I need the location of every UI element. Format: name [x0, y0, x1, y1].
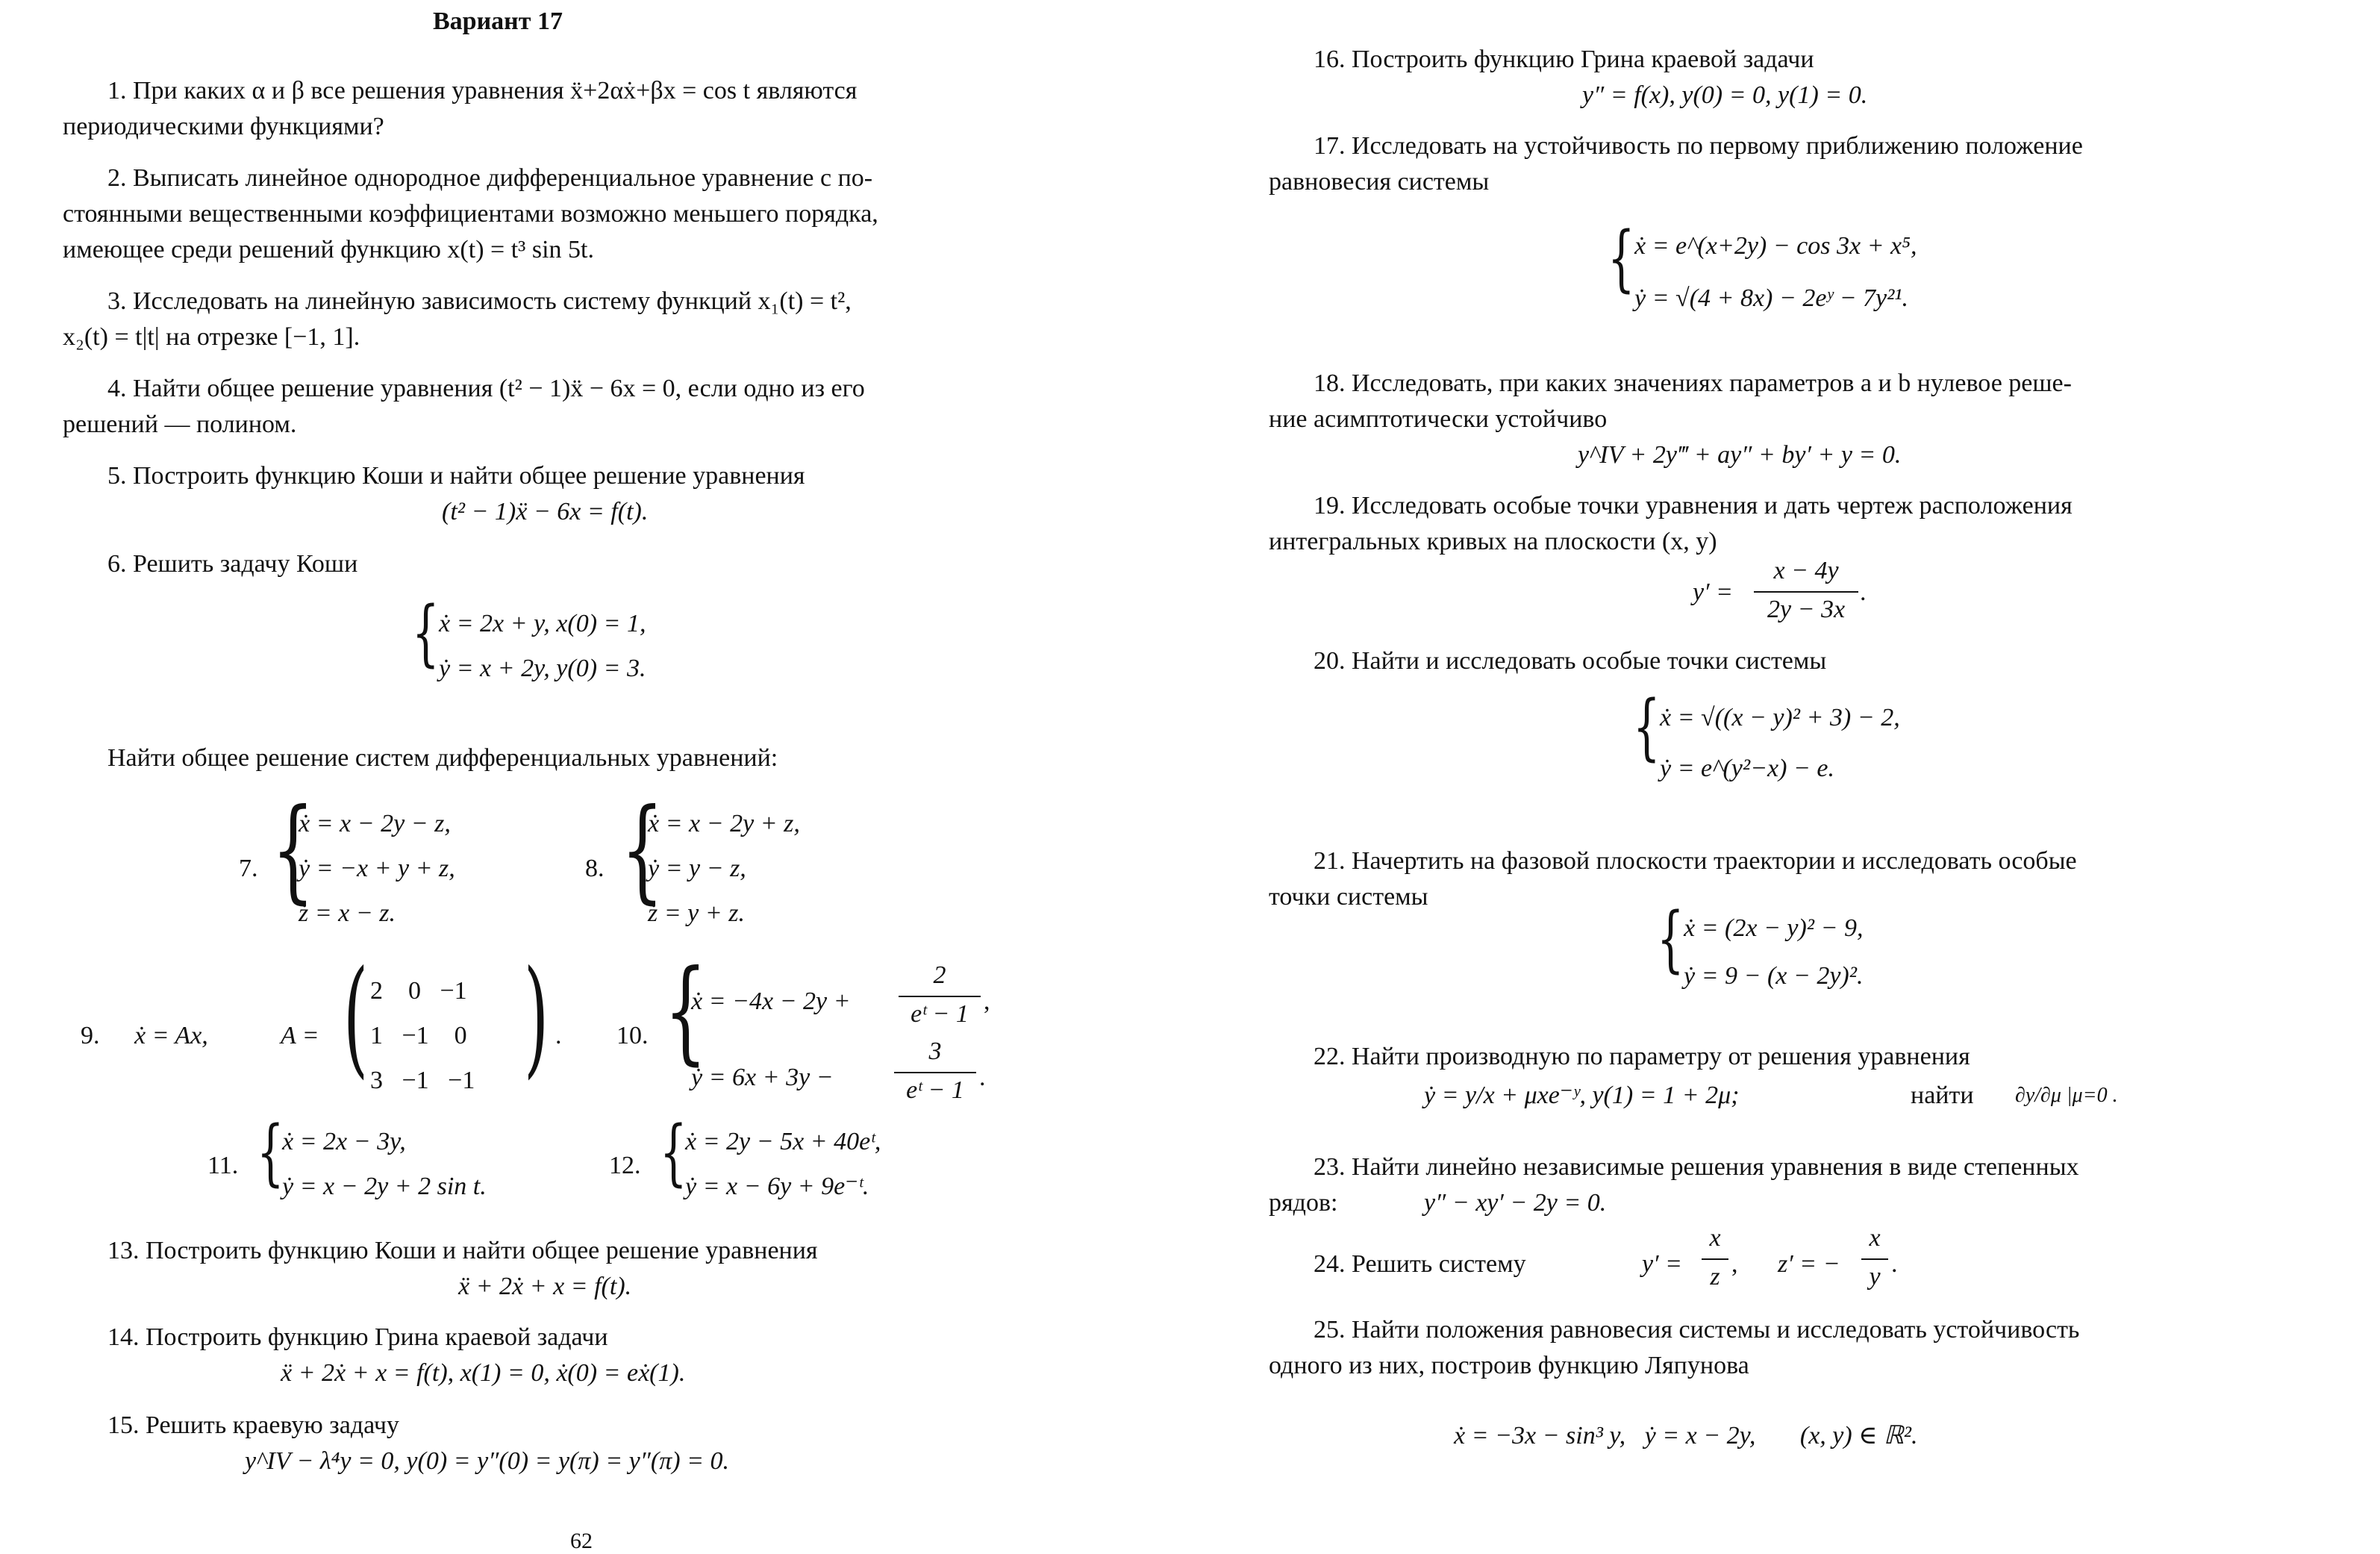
problem-12-eq-2: ẏ = x − 6y + 9e⁻ᵗ. — [685, 1173, 869, 1200]
brace-icon: { — [412, 591, 440, 675]
problem-17-eq-2: ẏ = √(4 + 8x) − 2eʸ − 7y²¹. — [1634, 284, 1908, 312]
frac-1-denominator: eᵗ − 1 — [911, 1000, 969, 1028]
problem-8-eq-2: ẏ = y − z, — [648, 855, 746, 882]
fraction-bar — [899, 996, 981, 997]
problem-7-eq-1: ẋ = x − 2y − z, — [299, 810, 451, 837]
problem-11-number: 11. — [207, 1152, 239, 1179]
problem-24-line-1: 24. Решить систему — [1314, 1250, 1526, 1278]
brace-icon: { — [272, 785, 315, 915]
problem-13-line-1: 13. Построить функцию Коши и найти общее решение уравнения — [107, 1237, 818, 1264]
problem-22-derivative: ∂y/∂μ |μ=0 . — [2015, 1084, 2118, 1107]
problem-21-line-2: точки системы — [1269, 883, 1428, 911]
problem-24-eq-1: y′ = — [1642, 1250, 1682, 1278]
period-mark: . — [1891, 1250, 1898, 1278]
period-mark: . — [555, 1022, 562, 1049]
problem-12-eq-1: ẋ = 2y − 5x + 40eᵗ, — [685, 1128, 881, 1155]
problem-20-eq-1: ẋ = √((x − y)² + 3) − 2, — [1660, 704, 1900, 731]
problem-14-line-1: 14. Построить функцию Грина краевой задачи — [107, 1323, 608, 1351]
problem-20-line-1: 20. Найти и исследовать особые точки системы — [1314, 647, 1827, 675]
problem-12-number: 12. — [609, 1152, 641, 1179]
right-paren-icon: ) — [524, 943, 549, 1091]
problem-1-line-2: периодическими функциями? — [63, 113, 384, 140]
problem-7-eq-2: ẏ = −x + y + z, — [299, 855, 455, 882]
problem-19-numerator: x − 4y — [1773, 557, 1839, 584]
problem-1-line-1: 1. При каких α и β все решения уравнения ẍ+2αẋ+βx = cos t являются — [107, 77, 858, 104]
period-mark: . — [1860, 578, 1867, 606]
problem-15-equation: y^IV − λ⁴y = 0, y(0) = y″(0) = y(π) = y″(π) = 0. — [245, 1447, 730, 1475]
problem-18-line-1: 18. Исследовать, при каких значениях параметров a и b нулевое реше- — [1314, 369, 2072, 397]
problem-19-line-1: 19. Исследовать особые точки уравнения и дать чертеж расположения — [1314, 492, 2073, 519]
problem-24-frac-1-den: z — [1710, 1263, 1720, 1291]
problem-8-number: 8. — [585, 855, 605, 882]
brace-icon: { — [660, 1111, 687, 1194]
problem-6-eq-2: ẏ = x + 2y, y(0) = 3. — [439, 655, 646, 682]
problem-25-line-2: одного из них, построив функцию Ляпунова — [1269, 1352, 1749, 1379]
problem-19-denominator: 2y − 3x — [1767, 596, 1846, 623]
problem-9-number: 9. — [81, 1022, 100, 1049]
comma-mark: , — [984, 987, 990, 1015]
frac-1-numerator: 2 — [933, 961, 946, 989]
fraction-bar — [1754, 591, 1858, 593]
brace-icon: { — [664, 946, 708, 1076]
problem-5-line-1: 5. Построить функцию Коши и найти общее решение уравнения — [107, 462, 805, 490]
frac-2-numerator: 3 — [928, 1037, 942, 1065]
matrix-row-3: 3 −1 −1 — [370, 1067, 475, 1094]
problem-13-equation: ẍ + 2ẋ + x = f(t). — [458, 1273, 632, 1300]
problem-4-line-2: решений — полином. — [63, 411, 297, 438]
problem-21-eq-2: ẏ = 9 − (x − 2y)². — [1684, 962, 1864, 990]
problem-10-eq-1: ẋ = −4x − 2y + — [691, 987, 851, 1015]
problem-7-eq-3: ż = x − z. — [299, 899, 396, 927]
fraction-bar — [894, 1072, 976, 1073]
problem-22-equation: ẏ = y/x + μxe⁻ʸ, y(1) = 1 + 2μ; — [1424, 1082, 1740, 1109]
problem-6-eq-1: ẋ = 2x + y, x(0) = 1, — [439, 610, 646, 637]
matrix-row-1: 2 0 −1 — [370, 977, 467, 1005]
problem-3-line-1: 3. Исследовать на линейную зависимость систему функций x₁(t) = t², — [107, 287, 852, 315]
problem-5-equation: (t² − 1)ẍ − 6x = f(t). — [442, 498, 649, 525]
problem-24-frac-1-num: x — [1709, 1224, 1721, 1252]
problem-23-equation: y″ − xy′ − 2y = 0. — [1424, 1189, 1607, 1217]
problem-23-line-2: рядов: — [1269, 1189, 1338, 1217]
problem-19-lhs: y′ = — [1693, 578, 1733, 606]
brace-icon: { — [621, 785, 664, 915]
problem-25-equation: ẋ = −3x − sin³ y, ẏ = x − 2y, (x, y) ∈ ℝ². — [1454, 1422, 1918, 1450]
problem-11-eq-1: ẋ = 2x − 3y, — [282, 1128, 406, 1155]
brace-icon: { — [257, 1111, 284, 1194]
problem-6-line-1: 6. Решить задачу Коши — [107, 550, 358, 578]
problem-16-equation: y″ = f(x), y(0) = 0, y(1) = 0. — [1582, 81, 1868, 109]
problem-18-line-2: ние асимптотически устойчиво — [1269, 405, 1608, 433]
problem-20-eq-2: ẏ = e^(y²−x) − e. — [1660, 755, 1834, 782]
problem-17-line-1: 17. Исследовать на устойчивость по первому приближению положение — [1314, 132, 2083, 160]
frac-2-denominator: eᵗ − 1 — [906, 1076, 964, 1104]
variant-title: Вариант 17 — [433, 7, 563, 35]
comma-mark: , — [1731, 1250, 1738, 1278]
fraction-bar — [1702, 1258, 1728, 1260]
problem-19-line-2: интегральных кривых на плоскости (x, y) — [1269, 528, 1717, 555]
brace-icon: { — [1608, 216, 1635, 300]
problem-25-line-1: 25. Найти положения равновесия системы и исследовать устойчивость — [1314, 1316, 2080, 1344]
matrix-row-2: 1 −1 0 — [370, 1022, 467, 1049]
problem-14-equation: ẍ + 2ẋ + x = f(t), x(1) = 0, ẋ(0) = eẋ(1). — [281, 1359, 686, 1387]
problem-8-eq-1: ẋ = x − 2y + z, — [648, 810, 800, 837]
systems-heading: Найти общее решение систем дифференциальных уравнений: — [107, 744, 778, 772]
problem-21-eq-1: ẋ = (2x − y)² − 9, — [1684, 914, 1864, 942]
brace-icon: { — [1633, 685, 1661, 769]
problem-17-eq-1: ẋ = e^(x+2y) − cos 3x + x⁵, — [1634, 232, 1917, 260]
fraction-bar — [1861, 1258, 1888, 1260]
problem-9-A: A = — [281, 1022, 319, 1049]
left-paren-icon: ( — [343, 943, 369, 1091]
period-mark: . — [979, 1064, 986, 1091]
problem-21-line-1: 21. Начертить на фазовой плоскости траектории и исследовать особые — [1314, 847, 2077, 875]
problem-4-line-1: 4. Найти общее решение уравнения (t² − 1)ẍ − 6x = 0, если одно из его — [107, 375, 865, 402]
problem-9-eq: ẋ = Ax, — [134, 1022, 208, 1049]
problem-16-line-1: 16. Построить функцию Грина краевой задачи — [1314, 46, 1814, 73]
problem-23-line-1: 23. Найти линейно независимые решения уравнения в виде степенных — [1314, 1153, 2079, 1181]
problem-15-line-1: 15. Решить краевую задачу — [107, 1411, 399, 1439]
problem-24-frac-2-num: x — [1869, 1224, 1881, 1252]
problem-7-number: 7. — [239, 855, 258, 882]
problem-3-line-2: x₂(t) = t|t| на отрезке [−1, 1]. — [63, 323, 360, 351]
problem-2-line-1: 2. Выписать линейное однородное дифференциальное уравнение с по- — [107, 164, 873, 192]
problem-22-find: найти — [1911, 1082, 1974, 1109]
problem-10-number: 10. — [616, 1022, 649, 1049]
problem-24-eq-2: z′ = − — [1778, 1250, 1840, 1278]
problem-24-frac-2-den: y — [1869, 1263, 1881, 1291]
page-number: 62 — [570, 1529, 593, 1553]
problem-18-equation: y^IV + 2y‴ + ay″ + by′ + y = 0. — [1578, 441, 1902, 469]
problem-17-line-2: равновесия системы — [1269, 168, 1490, 196]
brace-icon: { — [1657, 897, 1684, 981]
problem-2-line-3: имеющее среди решений функцию x(t) = t³ sin 5t. — [63, 236, 594, 263]
problem-22-line-1: 22. Найти производную по параметру от решения уравнения — [1314, 1043, 1970, 1070]
problem-2-line-2: стоянными вещественными коэффициентами возможно меньшего порядка, — [63, 200, 878, 228]
problem-11-eq-2: ẏ = x − 2y + 2 sin t. — [282, 1173, 487, 1200]
problem-8-eq-3: ż = y + z. — [648, 899, 745, 927]
problem-10-eq-2: ẏ = 6x + 3y − — [691, 1064, 834, 1091]
